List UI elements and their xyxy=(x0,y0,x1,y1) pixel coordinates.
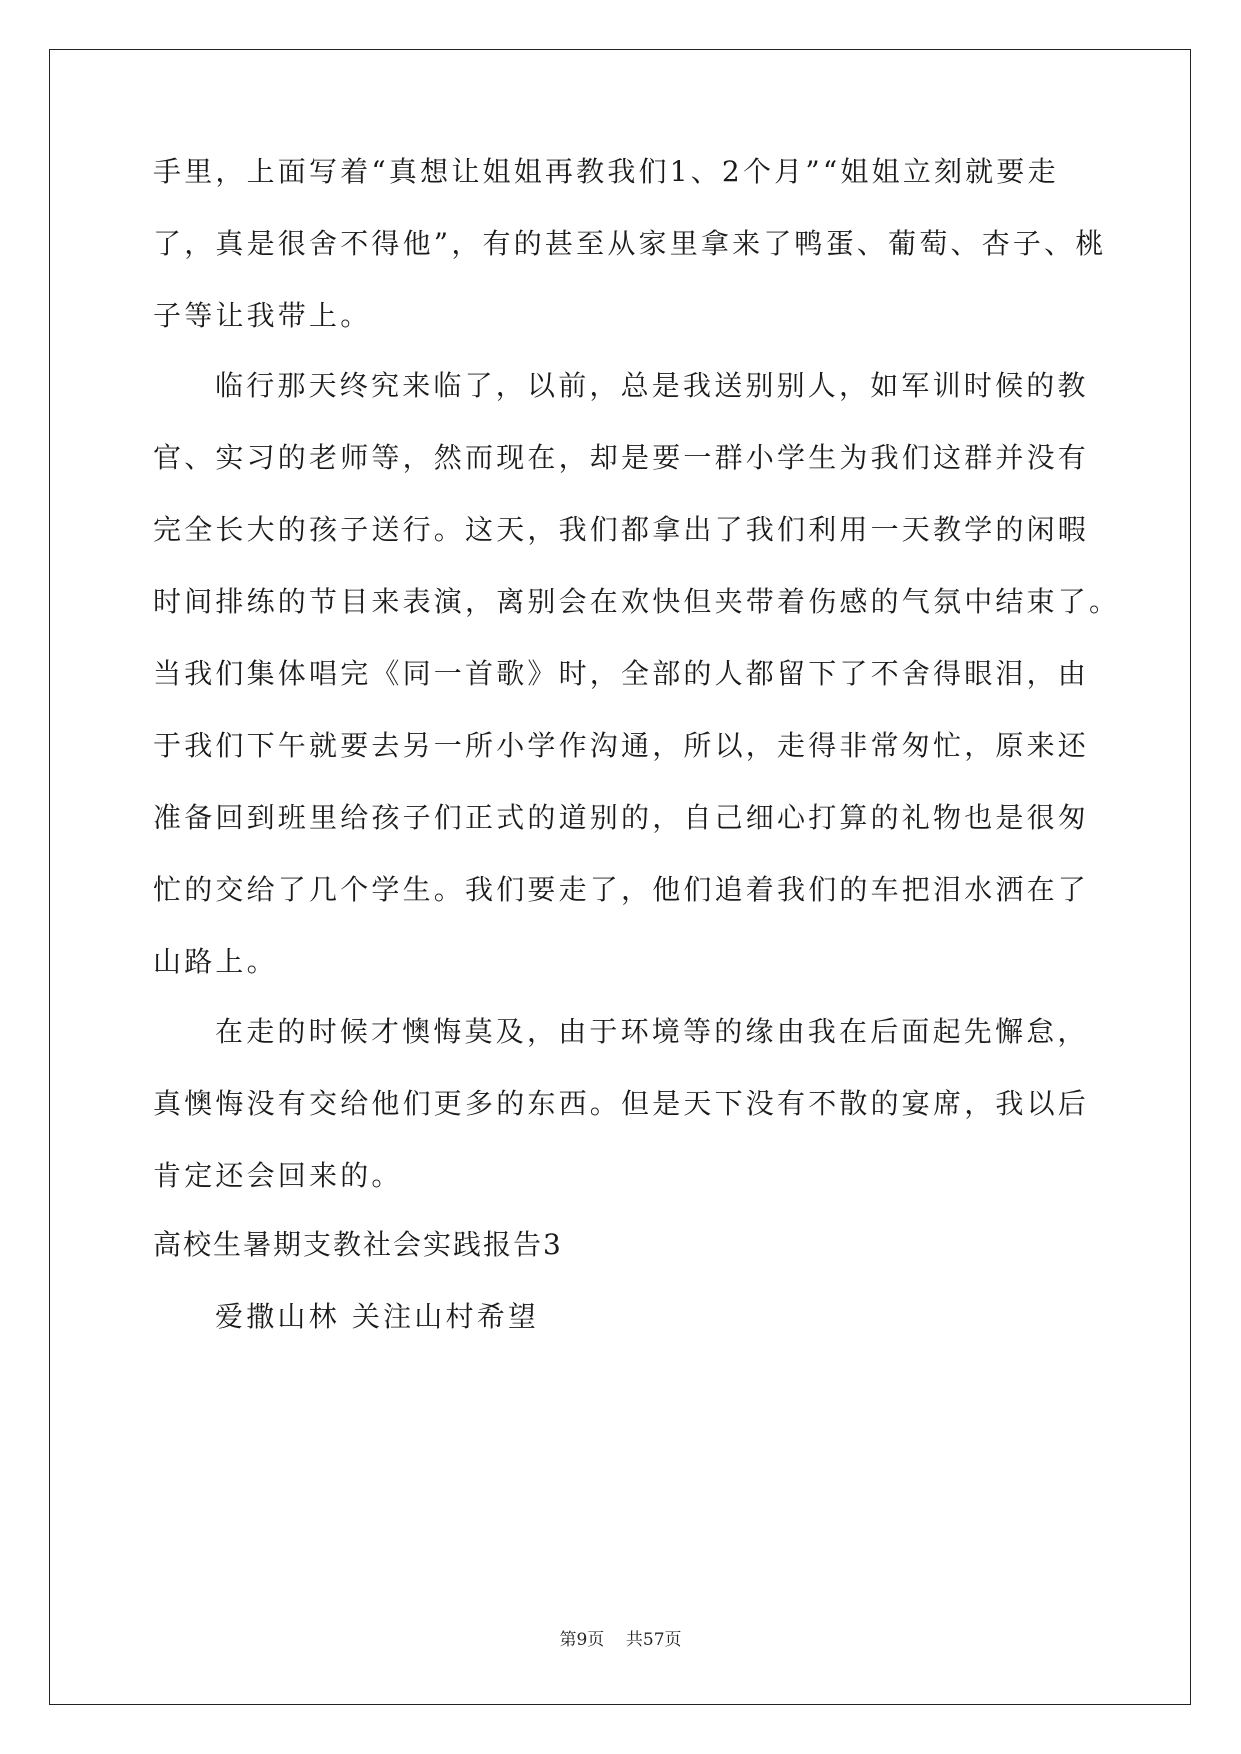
text-line: 于我们下午就要去另一所小学作沟通，所以，走得非常匆忙，原来还 xyxy=(153,729,1090,762)
page-number: 第9页 xyxy=(559,1630,605,1650)
text-line: 准备回到班里给孩子们正式的道别的，自己细心打算的礼物也是很匆 xyxy=(153,801,1090,834)
text-line: 真懊悔没有交给他们更多的东西。但是天下没有不散的宴席，我以后 xyxy=(153,1087,1090,1120)
text-line: 忙的交给了几个学生。我们要走了，他们追着我们的车把泪水洒在了 xyxy=(153,873,1090,906)
text-line: 官、实习的老师等，然而现在，却是要一群小学生为我们这群并没有 xyxy=(153,441,1090,474)
text-line: 子等让我带上。 xyxy=(153,299,372,332)
text-line: 了，真是很舍不得他”，有的甚至从家里拿来了鸭蛋、葡萄、杏子、桃 xyxy=(153,227,1107,260)
text-line: 当我们集体唱完《同一首歌》时，全部的人都留下了不舍得眼泪，由 xyxy=(153,657,1090,690)
section-heading: 高校生暑期支教社会实践报告3 xyxy=(153,1228,563,1261)
text-line: 时间排练的节目来表演，离别会在欢快但夹带着伤感的气氛中结束了。 xyxy=(153,585,1121,618)
page-footer xyxy=(0,1628,1241,1652)
text-line: 完全长大的孩子送行。这天，我们都拿出了我们利用一天教学的闲暇 xyxy=(153,513,1090,546)
page-total: 共57页 xyxy=(625,1630,682,1650)
text-line: 临行那天终究来临了，以前，总是我送别别人，如军训时候的教 xyxy=(215,369,1089,402)
text-line: 肯定还会回来的。 xyxy=(153,1159,403,1192)
section-subtitle: 爱撒山林 关注山村希望 xyxy=(215,1300,540,1333)
text-line: 山路上。 xyxy=(153,945,278,978)
text-line: 手里，上面写着“真想让姐姐再教我们1、2个月”“姐姐立刻就要走 xyxy=(153,155,1059,188)
text-line: 在走的时候才懊悔莫及，由于环境等的缘由我在后面起先懈怠， xyxy=(215,1015,1089,1048)
